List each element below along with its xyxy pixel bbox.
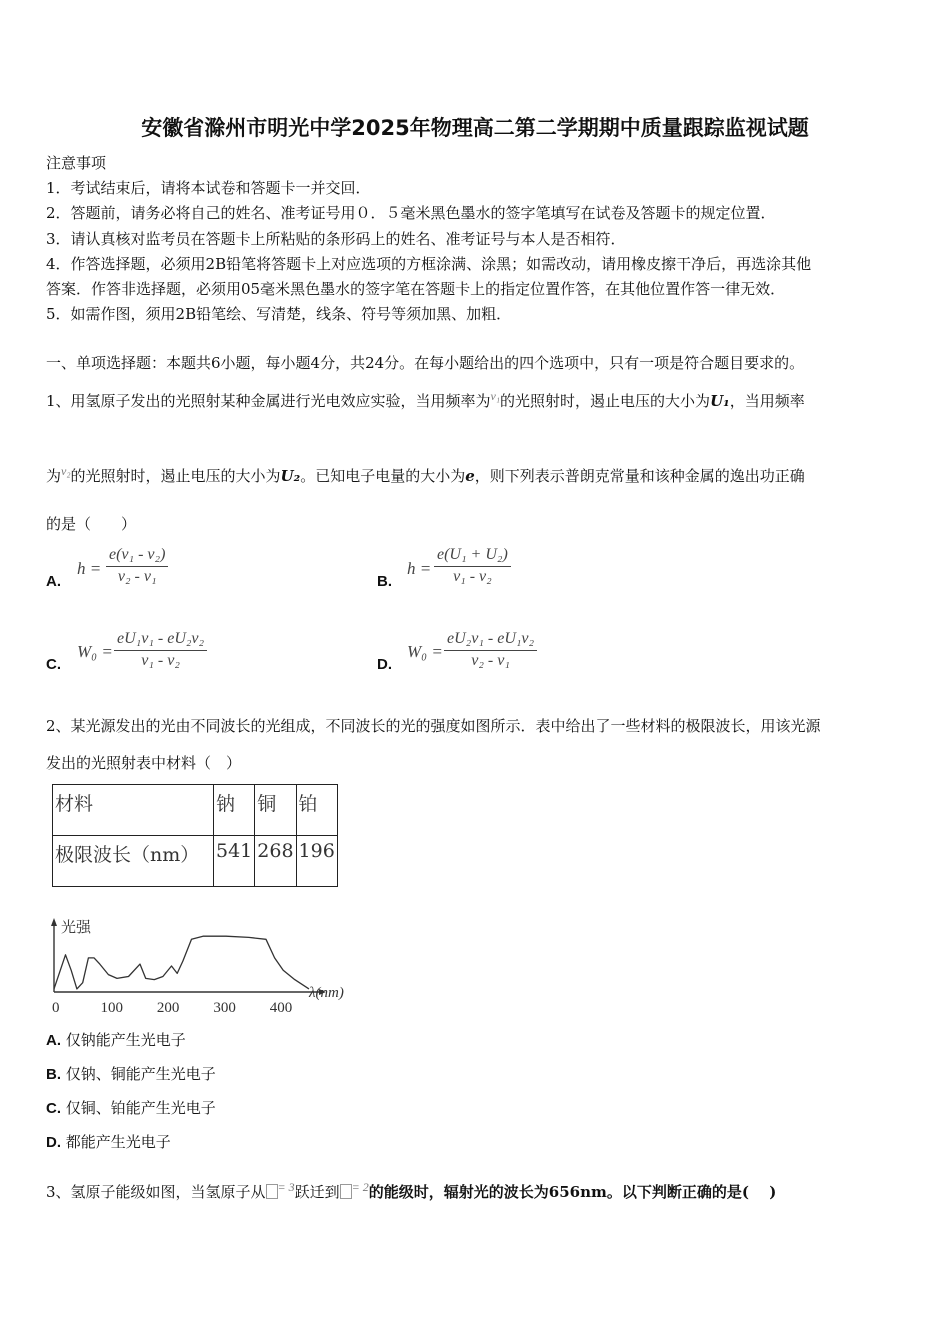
notice-item: 2．答题前，请务必将自己的姓名、准考证号用０．５毫米黑色墨水的签字笔填写在试卷及答题卡的规定位置．	[46, 204, 776, 222]
notice-item: 答案．作答非选择题，必须用05毫米黑色墨水的签字笔在答题卡上的指定位置作答，在其他位置作答一律无效．	[46, 280, 786, 298]
section-heading: 一、单项选择题：本题共6小题，每小题4分，共24分。在每小题给出的四个选项中，只有一项是符合题目要求的。	[46, 354, 805, 372]
table-cell: 268	[255, 836, 296, 887]
table-header: 钠	[214, 785, 255, 836]
formula-fraction: $\frac{\text{e(ν₁ - ν₂)}}{\text{ν₂ - ν₁}}$	[106, 546, 168, 586]
e-symbol: e	[465, 467, 475, 485]
material-table	[52, 784, 338, 887]
x-tick-label: 0	[52, 1000, 60, 1016]
x-tick-label: 400	[269, 1000, 293, 1016]
table-row	[53, 836, 338, 887]
y-axis-arrow	[51, 918, 57, 926]
table-header: 材料	[53, 785, 214, 836]
formula-fraction: $\frac{\text{eU₂ν₁ - eU₁ν₂}}{\text{ν₂ - ν₁}}$	[444, 630, 537, 670]
missing-symbol-box	[266, 1184, 278, 1199]
option-c[interactable]: C. 仅铜、铂能产生光电子	[46, 1099, 216, 1117]
formula-fraction: $\frac{\text{e(U₁ + U₂)}}{\text{ν₁ - ν₂}}$	[434, 546, 511, 586]
u2-symbol: U₂	[280, 467, 301, 485]
page-title: 安徽省滁州市明光中学2025年物理高二第二学期期中质量跟踪监视试题	[141, 116, 809, 140]
notice-item: 5．如需作图，须用2B铅笔绘、写清楚，线条、符号等须加黑、加粗．	[46, 305, 512, 323]
question-2-line-2: 发出的光照射表中材料（ ）	[46, 754, 242, 772]
missing-symbol-box	[340, 1184, 352, 1199]
option-b[interactable]: B. 仅钠、铜能产生光电子	[46, 1065, 216, 1083]
question-1-line-3: 的是（ ）	[46, 515, 137, 533]
x-tick-label: 300	[213, 1000, 236, 1016]
x-axis-label: λ(nm)	[309, 985, 344, 1001]
formula-fraction: $\frac{\text{eU₁ν₁ - eU₂ν₂}}{\text{ν₁ - ν₂}}$	[114, 630, 207, 670]
notice-heading: 注意事项	[46, 154, 107, 172]
option-a[interactable]: A. 仅钠能产生光电子	[46, 1031, 186, 1049]
intensity-curve	[54, 936, 309, 989]
table-row	[53, 785, 338, 836]
table-cell: 极限波长（nm）	[53, 836, 214, 887]
nu1-symbol: ν₁	[490, 389, 501, 403]
table-cell: 541	[214, 836, 255, 887]
y-axis-label: 光强	[61, 918, 92, 936]
x-tick-label: 200	[156, 1000, 180, 1016]
nu2-symbol: ν₂	[61, 464, 71, 478]
notice-item: 3．请认真核对监考员在答题卡上所粘贴的条形码上的姓名、准考证号与本人是否相符．	[46, 230, 626, 248]
table-header: 铜	[255, 785, 296, 836]
x-tick-label: 100	[100, 1000, 123, 1016]
table-cell: 196	[296, 836, 337, 887]
table-header: 铂	[296, 785, 337, 836]
question-2-line-1: 2、某光源发出的光由不同波长的光组成，不同波长的光的强度如图所示．表中给出了一些材料的极限波长，用该光源	[46, 717, 821, 735]
notice-item: 1．考试结束后，请将本试卷和答题卡一并交回．	[46, 179, 371, 197]
option-d[interactable]: D. 都能产生光电子	[46, 1133, 171, 1151]
spectrum-chart	[44, 912, 364, 1017]
question-1-line-2: 为$^{\nu_2}$的光照射时，遏止电压的大小为U₂。已知电子电量的大小为e，则下列表示普朗克常量和该种金属的逸出功正确	[46, 464, 805, 485]
u1-symbol: U₁	[710, 392, 730, 410]
notice-item: 4．作答选择题，必须用2B铅笔将答题卡上对应选项的方框涂满、涂黑；如需改动，请用橡皮擦干净后，再选涂其他	[46, 255, 812, 273]
question-3-line-1: 3、氢原子能级如图，当氢原子从 $^{= 3}$跃迁到 $^{= 2}$的能级时，辐射光的波长为656nm。以下判断正确的是( )	[46, 1180, 777, 1201]
question-1-line-1: 1、用氢原子发出的光照射某种金属进行光电效应实验，当用频率为$^{\nu_1}$的光照射时，遏止电压的大小为U₁，当用频率	[46, 389, 805, 410]
